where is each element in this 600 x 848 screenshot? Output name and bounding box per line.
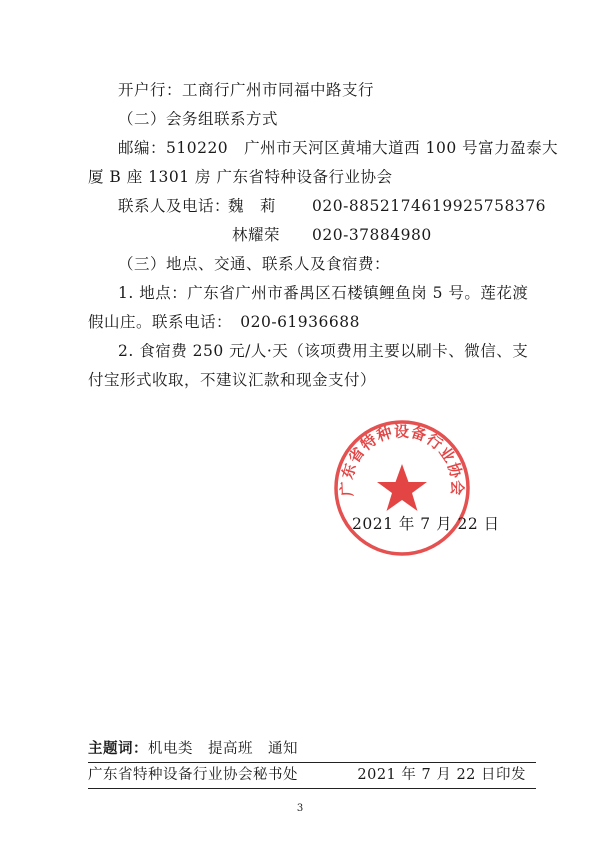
page-number: 3 bbox=[296, 803, 304, 814]
contact-label: 联系人及电话： bbox=[118, 197, 231, 215]
contact2-name: 林耀荣 bbox=[232, 226, 281, 244]
bank-line: 开户行：工商行广州市同福中路支行 bbox=[118, 81, 375, 99]
seal-text: 广东省特种设备行业协会 bbox=[337, 422, 467, 497]
postcode-line-2: 厦 B 座 1301 房 广东省特种设备行业协会 bbox=[88, 168, 393, 186]
contact2-phone: 020-37884980 bbox=[312, 226, 432, 244]
issue-date: 2021 年 7 月 22 日印发 bbox=[357, 767, 526, 783]
footer-rule-bottom bbox=[88, 788, 536, 789]
contact1-phone: 020-88521746 bbox=[312, 197, 432, 215]
postcode-line-1: 邮编：510220 广州市天河区黄埔大道西 100 号富力盈泰大 bbox=[118, 139, 559, 157]
official-seal bbox=[332, 418, 472, 558]
section2-title: （二）会务组联系方式 bbox=[118, 110, 279, 128]
keywords-text: 机电类 提高班 通知 bbox=[148, 741, 298, 757]
contact-line-1 bbox=[0, 196, 600, 216]
document-date: 2021 年 7 月 22 日 bbox=[352, 515, 500, 533]
item2-line-2: 付宝形式收取，不建议汇款和现金支付） bbox=[88, 371, 377, 389]
item1-line-2: 假山庄。联系电话： 020-61936688 bbox=[88, 313, 360, 331]
item2-line-1: 2. 食宿费 250 元/人·天（该项费用主要以刷卡、微信、支 bbox=[118, 342, 529, 360]
section3-title: （三）地点、交通、联系人及食宿费： bbox=[118, 255, 391, 273]
contact1-mobile: 19925758376 bbox=[432, 197, 546, 215]
issuer-name: 广东省特种设备行业协会秘书处 bbox=[88, 767, 298, 783]
keywords-label: 主题词： bbox=[88, 741, 148, 757]
item1-line-1: 1. 地点：广东省广州市番禺区石楼镇鲤鱼岗 5 号。莲花渡 bbox=[118, 284, 529, 302]
contact1-name: 魏 莉 bbox=[228, 197, 277, 215]
seal-star-icon bbox=[377, 464, 427, 511]
keywords-line bbox=[88, 740, 536, 758]
footer-rule-top bbox=[88, 762, 536, 763]
